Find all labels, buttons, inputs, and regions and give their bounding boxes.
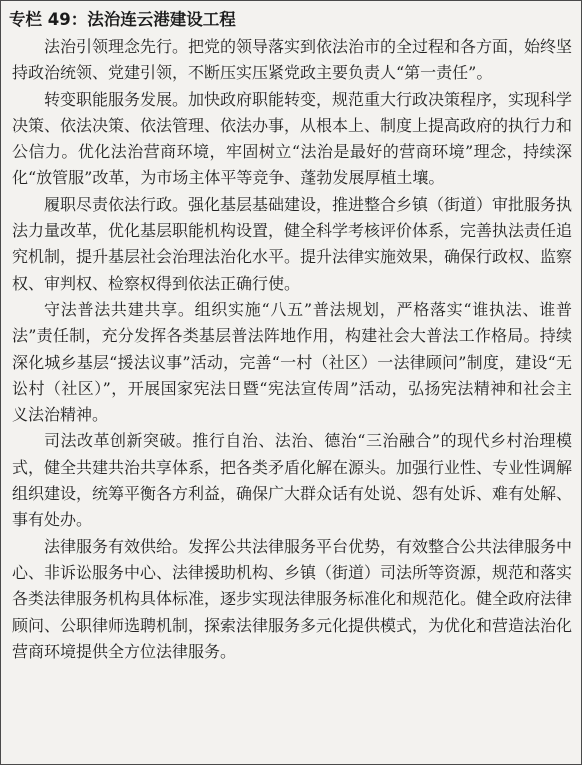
paragraph-rule-of-law-philosophy: 法治引领理念先行。把党的领导落实到依法治市的全过程和各方面，始终坚持政治统领、党建引领，不断压实压紧党政主要负责人“第一责任”。 bbox=[12, 37, 573, 83]
column-title: 专栏 49：法治连云港建设工程 bbox=[9, 10, 236, 29]
paragraph-judicial-reform: 司法改革创新突破。推行自治、法治、德治“三治融合”的现代乡村治理模式，健全共建共治共享体系，把各类矛盾化解在源头。加强行业性、专业性调解组织建设，统筹平衡各方利益，确保广大群众话有处说、怨有处诉、难有处解、事有处办。 bbox=[12, 431, 573, 530]
paragraph-function-transformation: 转变职能服务发展。加快政府职能转变，规范重大行政决策程序，实现科学决策、依法决策、依法管理、依法办事，从根本上、制度上提高政府的执行力和公信力。优化法治营商环境，牢固树立“法治是最好的营商环境”理念，持续深化“放管服”改革，为市场主体平等竞争、蓬勃发展厚植土壤。 bbox=[12, 89, 573, 188]
column-body bbox=[12, 34, 572, 665]
paragraph-legal-services: 法律服务有效供给。发挥公共法律服务平台优势，有效整合公共法律服务中心、非诉讼服务中心、法律援助机构、乡镇（街道）司法所等资源，规范和落实各类法律服务机构具体标准，逐步实现法律服务标准化和规范化。健全政府法律顾问、公职律师选聘机制，探索法律服务多元化提供模式，为优化和营造法治化营商环境提供全方位法律服务。 bbox=[12, 536, 573, 661]
paragraph-law-based-administration: 履职尽责依法行政。强化基层基础建设，推进整合乡镇（街道）审批服务执法力量改革，优化基层职能机构设置，健全科学考核评价体系，完善执法责任追究机制，提升基层社会治理法治化水平。提升法律实施效果，确保行政权、监察权、审判权、检察权得到依法正确行使。 bbox=[12, 194, 573, 293]
paragraph-law-popularization: 守法普法共建共享。组织实施“八五”普法规划，严格落实“谁执法、谁普法”责任制，充分发挥各类基层普法阵地作用，构建社会大普法工作格局。持续深化城乡基层“援法议事”活动，完善“一村（社区）一法律顾问”制度，建设“无讼村（社区）”，开展国家宪法日暨“宪法宣传周”活动，弘扬宪法精神和社会主义法治精神。 bbox=[12, 299, 572, 425]
